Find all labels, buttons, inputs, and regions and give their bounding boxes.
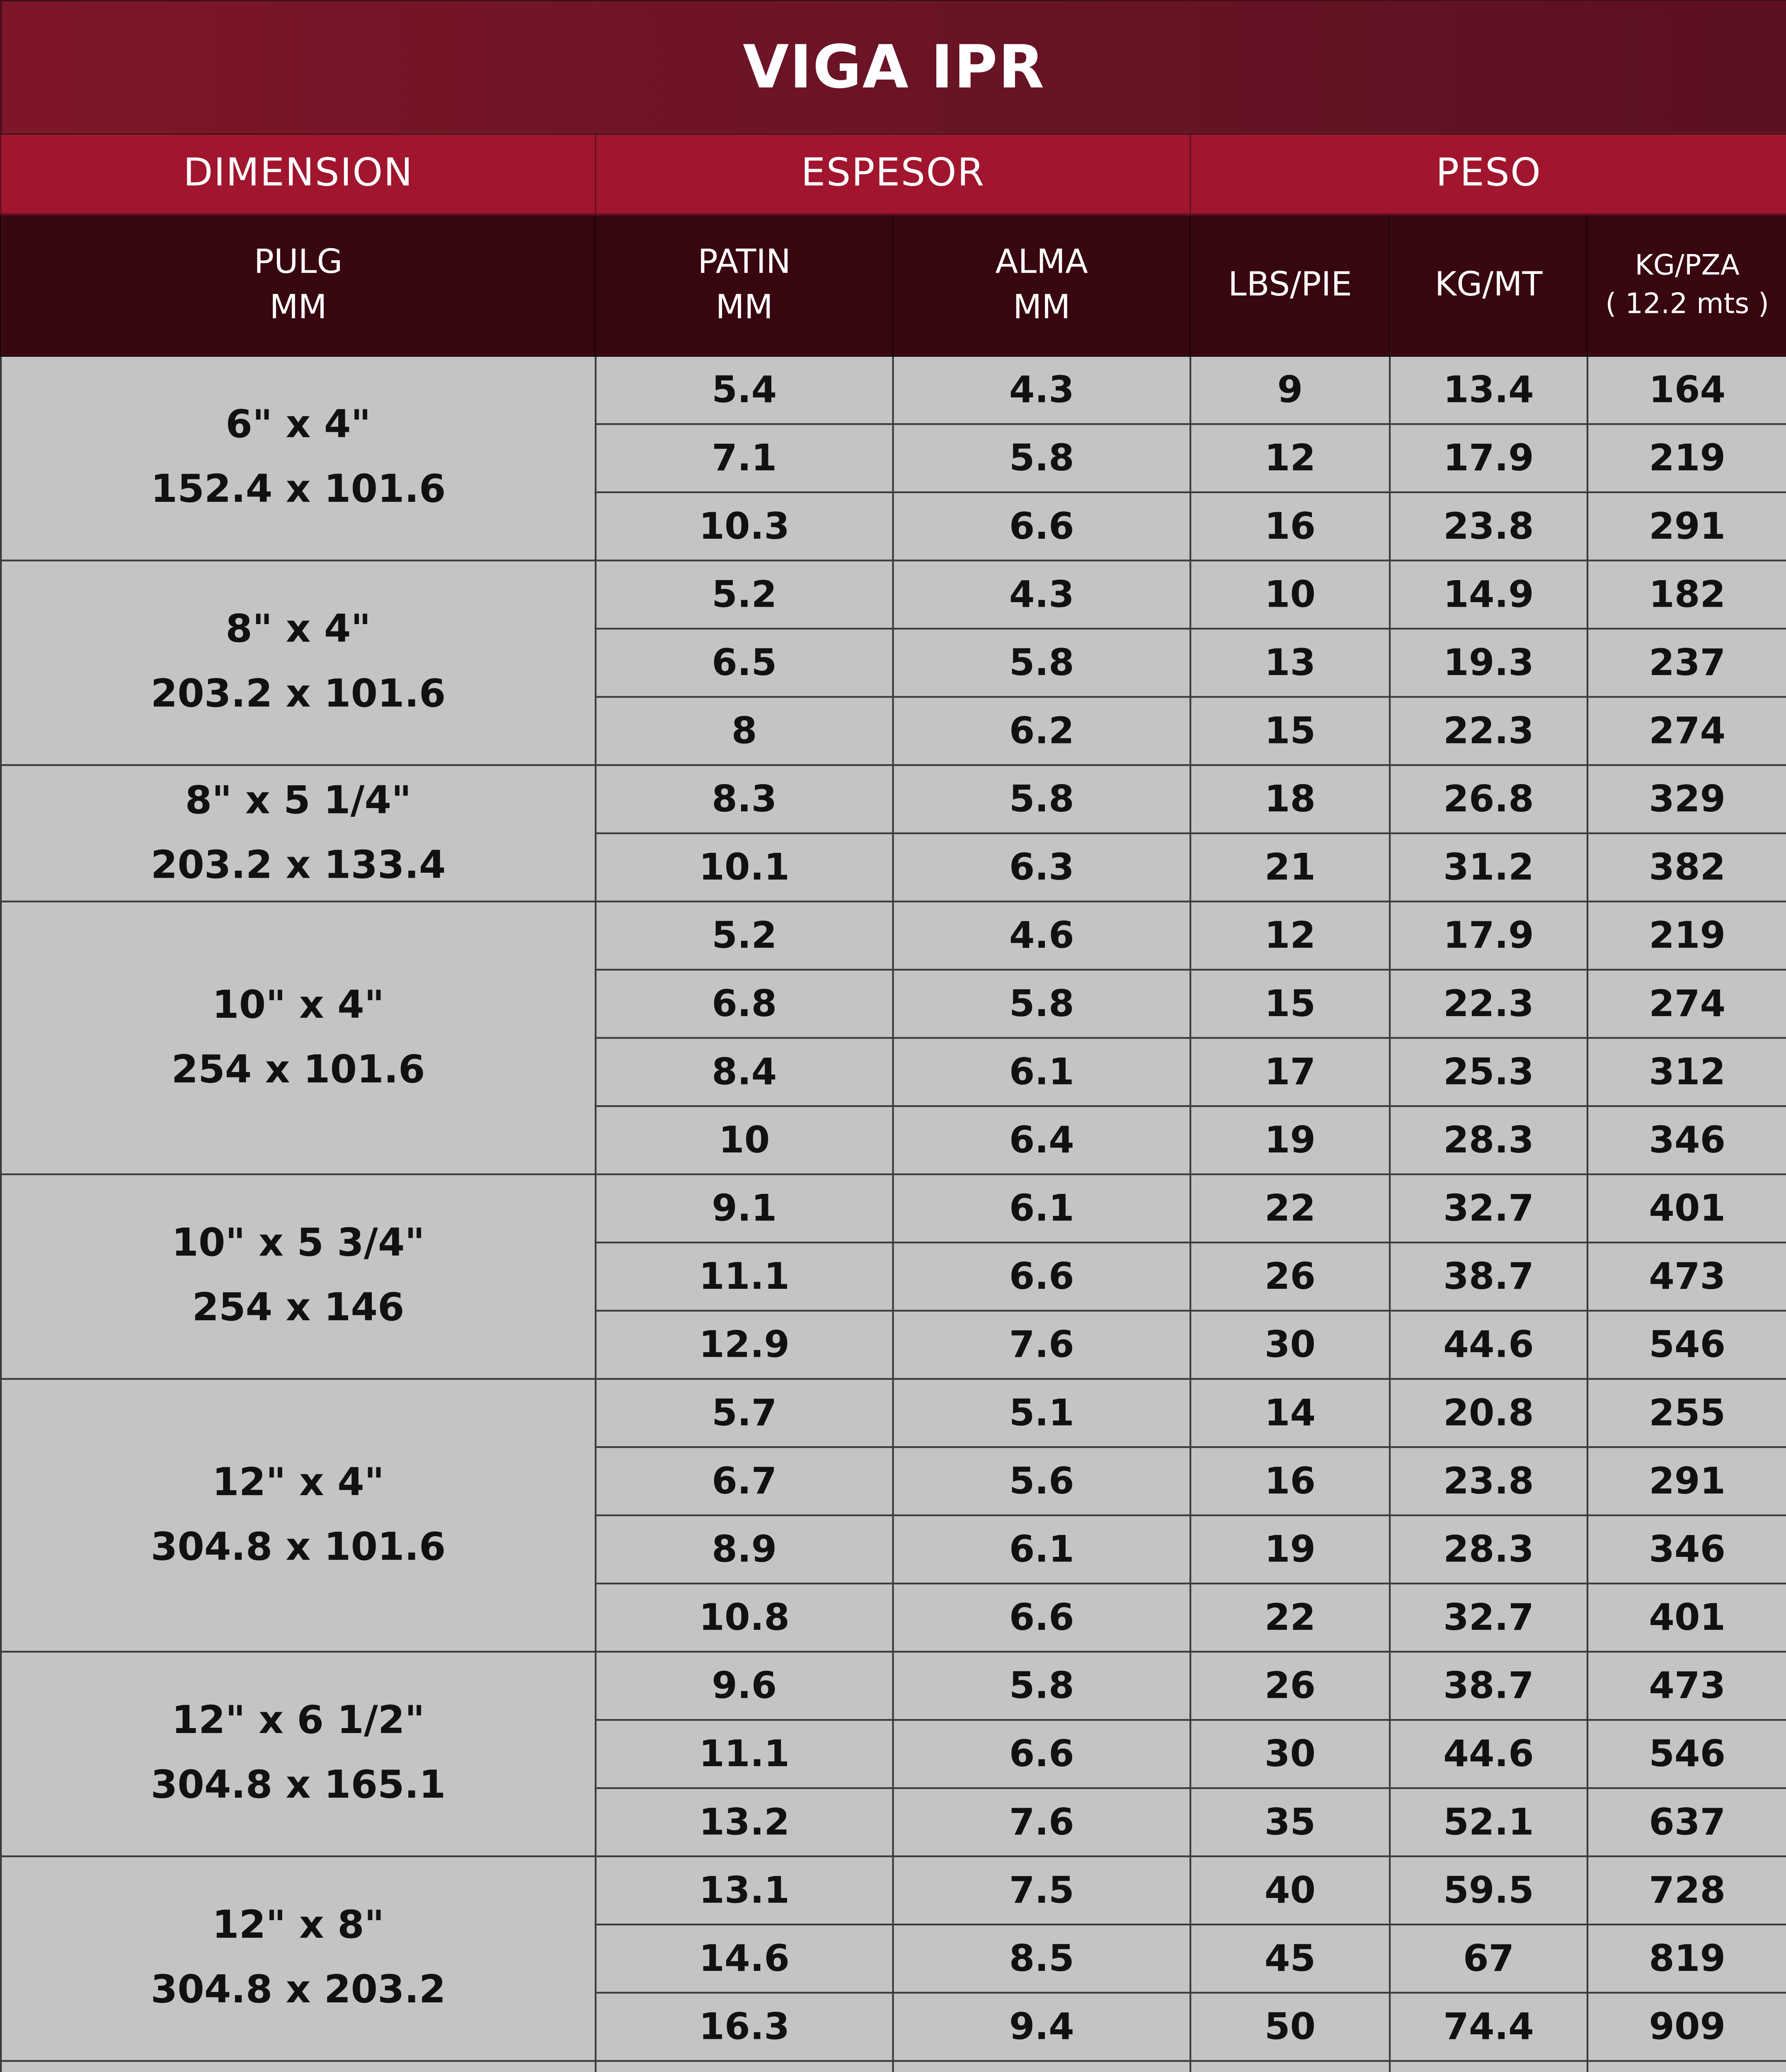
kg-mt-cell: 23.8 — [1390, 1447, 1587, 1515]
subheader-pulg-mm — [1, 214, 596, 356]
alma-cell: 6.3 — [893, 833, 1190, 902]
dimension-cell — [1, 765, 596, 901]
patin-cell: 14.6 — [596, 1924, 893, 1993]
alma-cell: 5.1 — [893, 1379, 1190, 1447]
kg-mt-cell: 20.8 — [1390, 1379, 1587, 1447]
patin-cell: 7.1 — [596, 424, 893, 492]
kg-pza-cell: 909 — [1587, 1993, 1786, 2061]
subheader-kg-pza-label: KG/PZA — [1635, 248, 1740, 282]
lbs-pie-cell: 30 — [1190, 1720, 1390, 1788]
table-row — [1, 2061, 1786, 2072]
kg-pza-cell: 473 — [1587, 1652, 1786, 1720]
alma-cell: 8.5 — [893, 1924, 1190, 1993]
kg-mt-cell: 32.7 — [1390, 1174, 1587, 1243]
patin-cell: 10.1 — [596, 833, 893, 902]
lbs-pie-cell: 14 — [1190, 1379, 1390, 1447]
kg-pza-cell: 274 — [1587, 697, 1786, 765]
subheader-patin-label: PATIN — [698, 243, 791, 282]
subheader-alma-label: ALMA — [995, 243, 1088, 282]
kg-pza-cell: 312 — [1587, 1038, 1786, 1106]
alma-cell — [893, 2061, 1190, 2072]
kg-mt-cell: 32.7 — [1390, 1583, 1587, 1652]
alma-cell: 5.8 — [893, 970, 1190, 1038]
patin-cell: 10.3 — [596, 492, 893, 561]
kg-pza-cell: 291 — [1587, 1447, 1786, 1515]
dimension-mm: 203.2 x 133.4 — [150, 844, 446, 888]
kg-pza-cell: 819 — [1587, 1924, 1786, 1993]
lbs-pie-cell: 16 — [1190, 492, 1390, 561]
lbs-pie-cell: 22 — [1190, 1174, 1390, 1243]
subheader-alma — [893, 214, 1190, 356]
patin-cell: 13.2 — [596, 1788, 893, 1857]
subheader-pulg: PULG — [254, 243, 343, 282]
table-row — [1, 356, 1786, 424]
patin-cell: 8.3 — [596, 765, 893, 833]
patin-cell: 5.4 — [596, 356, 893, 424]
kg-pza-cell: 219 — [1587, 424, 1786, 492]
alma-cell: 6.6 — [893, 492, 1190, 561]
kg-pza-cell: 329 — [1587, 765, 1786, 833]
kg-pza-cell: 546 — [1587, 1720, 1786, 1788]
kg-pza-cell: 401 — [1587, 1174, 1786, 1243]
dimension-mm: 203.2 x 101.6 — [150, 673, 446, 717]
kg-mt-cell: 38.7 — [1390, 1242, 1587, 1311]
kg-pza-cell: 255 — [1587, 1379, 1786, 1447]
patin-cell: 10 — [596, 1106, 893, 1174]
dimension-cell — [1, 1857, 596, 2061]
patin-cell: 5.2 — [596, 901, 893, 970]
lbs-pie-cell: 21 — [1190, 833, 1390, 902]
alma-cell: 4.3 — [893, 356, 1190, 424]
lbs-pie-cell: 13 — [1190, 629, 1390, 697]
table-row — [1, 1174, 1786, 1243]
dimension-cell — [1, 901, 596, 1174]
kg-pza-cell: 274 — [1587, 970, 1786, 1038]
kg-mt-cell: 28.3 — [1390, 1515, 1587, 1584]
dimension-pulg: 8" x 5 1/4" — [185, 779, 412, 823]
lbs-pie-cell: 45 — [1190, 1924, 1390, 1993]
kg-mt-cell: 31.2 — [1390, 833, 1587, 902]
kg-mt-cell: 38.7 — [1390, 1652, 1587, 1720]
alma-cell: 7.6 — [893, 1311, 1190, 1379]
alma-cell: 4.3 — [893, 561, 1190, 629]
kg-mt-cell: 22.3 — [1390, 970, 1587, 1038]
kg-pza-cell: 237 — [1587, 629, 1786, 697]
alma-cell: 6.1 — [893, 1174, 1190, 1243]
kg-pza-cell: 346 — [1587, 1515, 1786, 1584]
alma-cell: 6.1 — [893, 1038, 1190, 1106]
kg-mt-cell: 25.3 — [1390, 1038, 1587, 1106]
lbs-pie-cell: 17 — [1190, 1038, 1390, 1106]
lbs-pie-cell: 19 — [1190, 1515, 1390, 1584]
table-title: VIGA IPR — [1, 1, 1786, 134]
alma-cell: 5.8 — [893, 1652, 1190, 1720]
group-header-dimension: DIMENSION — [1, 134, 596, 214]
kg-mt-cell: 59.5 — [1390, 1857, 1587, 1925]
table-row — [1, 1652, 1786, 1720]
alma-cell: 6.6 — [893, 1583, 1190, 1652]
patin-cell: 10.8 — [596, 1583, 893, 1652]
kg-mt-cell: 17.9 — [1390, 424, 1587, 492]
kg-pza-cell: 546 — [1587, 1311, 1786, 1379]
kg-pza-cell: 164 — [1587, 356, 1786, 424]
dimension-mm: 254 x 101.6 — [171, 1048, 425, 1092]
patin-cell: 9.6 — [596, 1652, 893, 1720]
alma-cell: 7.6 — [893, 1788, 1190, 1857]
alma-cell: 9.4 — [893, 1993, 1190, 2061]
lbs-pie-cell: 40 — [1190, 1857, 1390, 1925]
alma-cell: 6.2 — [893, 697, 1190, 765]
patin-cell: 6.7 — [596, 1447, 893, 1515]
kg-mt-cell: 19.3 — [1390, 629, 1587, 697]
dimension-pulg: 12" x 8" — [212, 1904, 385, 1949]
kg-pza-cell: 382 — [1587, 833, 1786, 902]
kg-pza-cell: 182 — [1587, 561, 1786, 629]
dimension-cell — [1, 2061, 596, 2072]
lbs-pie-cell: 30 — [1190, 1311, 1390, 1379]
lbs-pie-cell: 12 — [1190, 424, 1390, 492]
subheader-kg-pza-length: ( 12.2 mts ) — [1605, 287, 1769, 320]
group-header-espesor: ESPESOR — [596, 134, 1190, 214]
kg-mt-cell: 44.6 — [1390, 1311, 1587, 1379]
dimension-pulg: 12" x 6 1/2" — [172, 1699, 425, 1744]
patin-cell: 11.1 — [596, 1720, 893, 1788]
patin-cell: 11.1 — [596, 1242, 893, 1311]
dimension-mm: 304.8 x 101.6 — [150, 1525, 446, 1570]
dimension-cell — [1, 561, 596, 765]
dimension-mm: 254 x 146 — [192, 1287, 405, 1331]
dimension-cell — [1, 1174, 596, 1379]
kg-pza-cell: 637 — [1587, 1788, 1786, 1857]
group-header-peso: PESO — [1190, 134, 1786, 214]
subheader-mm: MM — [269, 288, 327, 327]
patin-cell: 5.7 — [596, 1379, 893, 1447]
alma-cell: 6.1 — [893, 1515, 1190, 1584]
kg-pza-cell: 473 — [1587, 1242, 1786, 1311]
subheader-patin-unit: MM — [715, 288, 773, 327]
lbs-pie-cell — [1190, 2061, 1390, 2072]
lbs-pie-cell: 35 — [1190, 1788, 1390, 1857]
patin-cell: 9.1 — [596, 1174, 893, 1243]
lbs-pie-cell: 10 — [1190, 561, 1390, 629]
kg-pza-cell: 219 — [1587, 901, 1786, 970]
patin-cell — [596, 2061, 893, 2072]
alma-cell: 5.8 — [893, 765, 1190, 833]
kg-mt-cell: 52.1 — [1390, 1788, 1587, 1857]
lbs-pie-cell: 15 — [1190, 697, 1390, 765]
table-row — [1, 765, 1786, 833]
lbs-pie-cell: 12 — [1190, 901, 1390, 970]
patin-cell: 12.9 — [596, 1311, 893, 1379]
subheader-kg-mt: KG/MT — [1390, 214, 1587, 356]
alma-cell: 5.6 — [893, 1447, 1190, 1515]
patin-cell: 13.1 — [596, 1857, 893, 1925]
kg-mt-cell: 17.9 — [1390, 901, 1587, 970]
lbs-pie-cell: 16 — [1190, 1447, 1390, 1515]
patin-cell: 8.9 — [596, 1515, 893, 1584]
patin-cell: 8 — [596, 697, 893, 765]
lbs-pie-cell: 26 — [1190, 1242, 1390, 1311]
table-row — [1, 901, 1786, 970]
table-row — [1, 1379, 1786, 1447]
lbs-pie-cell: 26 — [1190, 1652, 1390, 1720]
lbs-pie-cell: 18 — [1190, 765, 1390, 833]
lbs-pie-cell: 50 — [1190, 1993, 1390, 2061]
patin-cell: 5.2 — [596, 561, 893, 629]
kg-mt-cell: 44.6 — [1390, 1720, 1587, 1788]
table-row — [1, 561, 1786, 629]
alma-cell: 5.8 — [893, 629, 1190, 697]
alma-cell: 6.6 — [893, 1242, 1190, 1311]
lbs-pie-cell: 9 — [1190, 356, 1390, 424]
kg-pza-cell: 346 — [1587, 1106, 1786, 1174]
patin-cell: 16.3 — [596, 1993, 893, 2061]
kg-mt-cell: 13.4 — [1390, 356, 1587, 424]
subheader-kg-pza — [1587, 214, 1786, 356]
kg-mt-cell — [1390, 2061, 1587, 2072]
kg-mt-cell: 23.8 — [1390, 492, 1587, 561]
kg-mt-cell: 14.9 — [1390, 561, 1587, 629]
kg-pza-cell: 291 — [1587, 492, 1786, 561]
subheader-patin — [596, 214, 893, 356]
dimension-pulg: 6" x 4" — [225, 404, 371, 448]
lbs-pie-cell: 15 — [1190, 970, 1390, 1038]
kg-pza-cell — [1587, 2061, 1786, 2072]
table-row — [1, 1857, 1786, 1925]
dimension-cell — [1, 1379, 596, 1651]
kg-mt-cell: 28.3 — [1390, 1106, 1587, 1174]
kg-mt-cell: 26.8 — [1390, 765, 1587, 833]
dimension-pulg: 10" x 5 3/4" — [172, 1222, 425, 1266]
dimension-mm: 152.4 x 101.6 — [150, 468, 446, 513]
dimension-mm: 304.8 x 165.1 — [150, 1764, 446, 1808]
subheader-alma-unit: MM — [1013, 288, 1071, 327]
dimension-mm: 304.8 x 203.2 — [150, 1969, 446, 2013]
subheader-lbs-pie: LBS/PIE — [1190, 214, 1390, 356]
dimension-cell — [1, 1652, 596, 1857]
patin-cell: 6.5 — [596, 629, 893, 697]
alma-cell: 5.8 — [893, 424, 1190, 492]
kg-pza-cell: 728 — [1587, 1857, 1786, 1925]
dimension-pulg: 8" x 4" — [225, 608, 371, 653]
kg-mt-cell: 67 — [1390, 1924, 1587, 1993]
alma-cell: 6.4 — [893, 1106, 1190, 1174]
dimension-pulg: 10" x 4" — [212, 983, 385, 1028]
kg-mt-cell: 22.3 — [1390, 697, 1587, 765]
alma-cell: 7.5 — [893, 1857, 1190, 1925]
alma-cell: 6.6 — [893, 1720, 1190, 1788]
dimension-cell — [1, 356, 596, 561]
patin-cell: 8.4 — [596, 1038, 893, 1106]
patin-cell: 6.8 — [596, 970, 893, 1038]
kg-mt-cell: 74.4 — [1390, 1993, 1587, 2061]
kg-pza-cell: 401 — [1587, 1583, 1786, 1652]
lbs-pie-cell: 19 — [1190, 1106, 1390, 1174]
alma-cell: 4.6 — [893, 901, 1190, 970]
dimension-pulg: 12" x 4" — [212, 1461, 385, 1505]
table-body — [1, 356, 1786, 2072]
lbs-pie-cell: 22 — [1190, 1583, 1390, 1652]
